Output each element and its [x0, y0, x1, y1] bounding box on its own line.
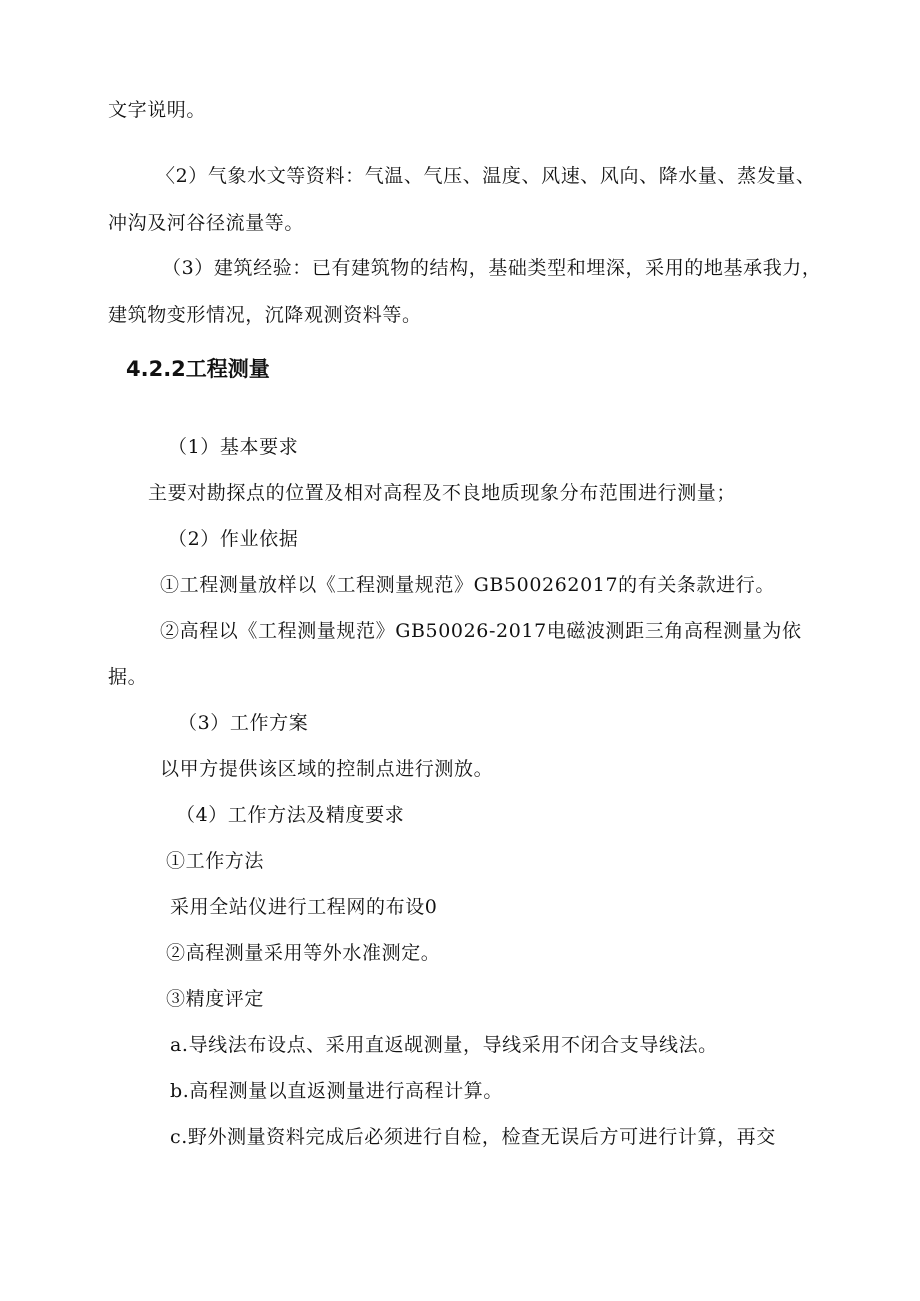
subheading: （1）基本要求 — [168, 436, 299, 458]
subheading: （4）工作方法及精度要求 — [176, 804, 405, 826]
text-line: b.高程测量以直返测量进行高程计算。 — [170, 1080, 504, 1102]
text-line: 主要对勘探点的位置及相对高程及不良地质现象分布范围进行测量； — [148, 482, 737, 504]
text-line: 文字说明。 — [108, 99, 207, 121]
text-line: ③精度评定 — [166, 988, 265, 1010]
subheading: （3）工作方案 — [178, 712, 309, 734]
text-line: c.野外测量资料完成后必须进行自检，检查无误后方可进行计算，再交 — [170, 1126, 776, 1148]
text-line: 采用全站仪进行工程网的布设0 — [170, 896, 438, 918]
text-line: 〈2）气象水文等资料：气温、气压、温度、风速、风向、降水量、蒸发量、 — [156, 165, 816, 187]
text-line: 据。 — [108, 666, 148, 688]
text-line: 建筑物变形情况，沉降观测资料等。 — [108, 304, 422, 326]
subheading: （2）作业依据 — [168, 528, 299, 550]
text-line: （3）建筑经验：已有建筑物的结构，基础类型和埋深，采用的地基承我力， — [162, 257, 822, 279]
text-line: ①工程测量放样以《工程测量规范》GB500262017的有关条款进行。 — [160, 574, 775, 596]
text-line: ①工作方法 — [166, 850, 265, 872]
section-heading: 4.2.2工程测量 — [126, 357, 270, 381]
text-line: a.导线法布设点、采用直返觇测量，导线采用不闭合支导线法。 — [170, 1034, 718, 1056]
text-line: 以甲方提供该区域的控制点进行测放。 — [160, 758, 494, 780]
text-line: ②高程以《工程测量规范》GB50026-2017电磁波测距三角高程测量为依 — [160, 620, 802, 642]
text-line: 冲沟及河谷径流量等。 — [108, 212, 305, 234]
text-line: ②高程测量采用等外水准测定。 — [166, 942, 441, 964]
